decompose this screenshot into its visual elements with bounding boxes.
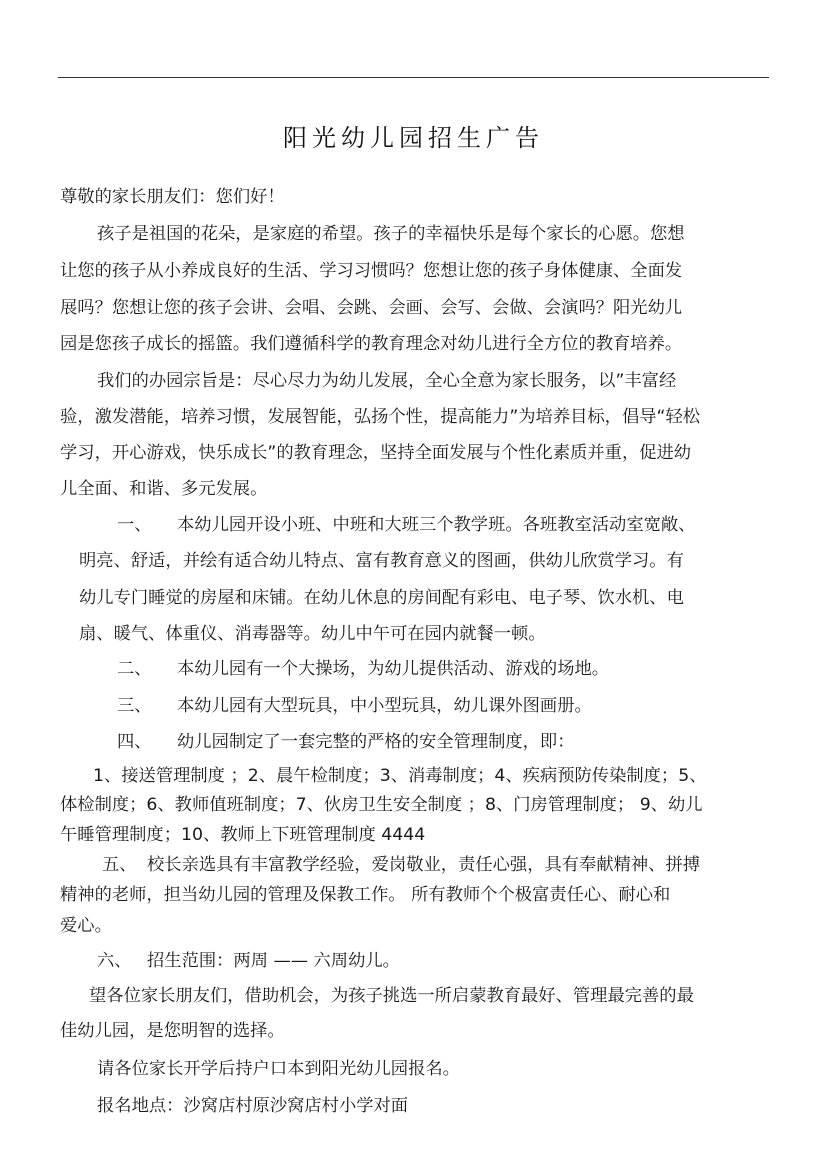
document-title: 阳光幼儿园招生广告 xyxy=(283,124,544,152)
item-1-line-3: 幼儿专门睡觉的房屋和床铺。在幼儿休息的房间配有彩电、电子琴、饮水机、电 xyxy=(79,588,684,608)
rules-line-3: 午睡管理制度；10、教师上下班管理制度 4444 xyxy=(60,825,426,845)
purpose-line-3: 学习，开心游戏，快乐成长”的教育理念，坚持全面发展与个性化素质并重，促进幼 xyxy=(60,443,692,463)
item-3-text: 本幼儿园有大型玩具，中小型玩具，幼儿课外图画册。 xyxy=(177,696,592,716)
item-5-line-1: 校长亲选具有丰富教学经验，爱岗敬业，责任心强，具有奉献精神、拼搏 xyxy=(147,855,701,875)
item-2-number: 二、 xyxy=(117,659,152,679)
item-4-number: 四、 xyxy=(117,732,152,752)
rules-line-1: 1、接送管理制度 ；2、晨午检制度；3、消毒制度；4、疾病预防传染制度；5、 xyxy=(93,766,707,786)
intro-line-1: 孩子是祖国的花朵，是家庭的希望。孩子的幸福快乐是每个家长的心愿。您想 xyxy=(97,224,685,244)
item-1-number: 一、 xyxy=(117,515,152,535)
intro-line-3: 展吗？您想让您的孩子会讲、会唱、会跳、会画、会写、会做、会演吗？阳光幼儿 xyxy=(60,298,683,318)
item-4-text: 幼儿园制定了一套完整的严格的安全管理制度，即： xyxy=(177,732,575,752)
closing-line-1: 望各位家长朋友们，借助机会，为孩子挑选一所启蒙教育最好、管理最完善的最 xyxy=(89,986,694,1006)
intro-line-2: 让您的孩子从小养成良好的生活、学习习惯吗？您想让您的孩子身体健康、全面发 xyxy=(60,261,683,281)
closing-line-2: 佳幼儿园，是您明智的选择。 xyxy=(60,1021,285,1041)
item-1-line-1: 本幼儿园开设小班、中班和大班三个教学班。各班教室活动室宽敞、 xyxy=(177,515,696,535)
item-6-number: 六、 xyxy=(97,951,132,971)
greeting: 尊敬的家长朋友们：您们好！ xyxy=(60,187,285,207)
item-5-line-3: 爱心。 xyxy=(60,916,112,936)
intro-line-4: 园是您孩子成长的摇篮。我们遵循科学的教育理念对幼儿进行全方位的教育培养。 xyxy=(60,334,683,354)
item-3-number: 三、 xyxy=(117,696,152,716)
item-1-line-4: 扇、暖气、体重仪、消毒器等。幼儿中午可在园内就餐一顿。 xyxy=(79,624,546,644)
purpose-line-2: 验，激发潜能，培养习惯，发展智能，弘扬个性，提高能力”为培养目标，倡导“轻松 xyxy=(60,407,701,427)
purpose-line-4: 儿全面、和谐、多元发展。 xyxy=(60,479,268,499)
registration-notice: 请各位家长开学后持户口本到阳光幼儿园报名。 xyxy=(97,1059,460,1079)
item-1-line-2: 明亮、舒适，并绘有适合幼儿特点、富有教育意义的图画，供幼儿欣赏学习。有 xyxy=(79,551,684,571)
item-5-number: 五、 xyxy=(102,855,137,875)
registration-location: 报名地点：沙窝店村原沙窝店村小学对面 xyxy=(97,1096,409,1116)
purpose-line-1: 我们的办园宗旨是：尽心尽力为幼儿发展，全心全意为家长服务，以”丰富经 xyxy=(97,371,677,391)
item-6-text: 招生范围：两周 —— 六周幼儿。 xyxy=(147,951,400,971)
item-2-text: 本幼儿园有一个大操场，为幼儿提供活动、游戏的场地。 xyxy=(177,659,610,679)
item-5-line-2: 精神的老师，担当幼儿园的管理及保教工作。 所有教师个个极富责任心、耐心和 xyxy=(60,885,671,905)
rules-line-2: 体检制度；6、教师值班制度；7、伙房卫生安全制度 ；8、门房管理制度； 9、幼儿 xyxy=(60,795,703,815)
header-rule xyxy=(58,77,769,78)
